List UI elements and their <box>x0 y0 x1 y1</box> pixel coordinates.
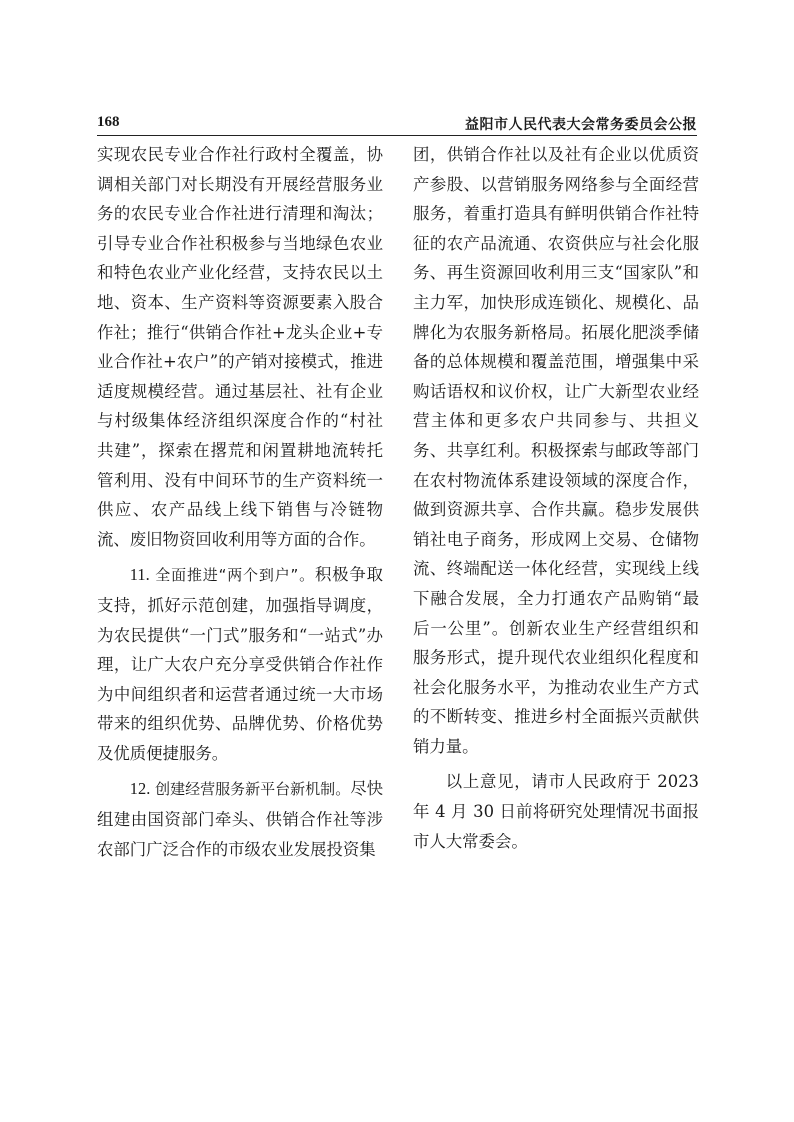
left-column <box>97 140 383 864</box>
header-divider <box>97 135 697 136</box>
journal-title: 益阳市人民代表大会常务委员会公报 <box>465 117 697 133</box>
item-11-number: 11. <box>129 565 150 585</box>
item-11-heading: 全面推进“两个到户”。 <box>149 566 315 585</box>
right-column <box>413 140 699 856</box>
left-paragraph-1: 实现农民专业合作社行政村全覆盖，协调相关部门对长期没有开展经营服务业务的农民专业合作社进行清理和淘汰；引导专业合作社积极参与当地绿色农业和特色农业产业化经营，支持农民以土地、资本、生产资料等资源要素入股合作社；推行“供销合作社+龙头企业+专业合作社+农户”的产销对接模式，推进适度规模经营。通过基层社、社有企业与村级集体经济组织深度合作的“村社共建”，探索在撂荒和闲置耕地流转托管利用、没有中间环节的生产资料统一供应、农产品线上线下销售与冷链物流、废旧物资回收利用等方面的合作。 <box>97 145 383 549</box>
item-12-number: 12. <box>129 779 151 799</box>
closing-paragraph: 以上意见，请市人民政府于 2023 年 4 月 30 日前将研究处理情况书面报市人大常委会。 <box>413 772 699 851</box>
item-11-paragraph <box>97 560 383 768</box>
right-paragraph-1: 团，供销合作社以及社有企业以优质资产参股、以营销服务网络参与全面经营服务，着重打造具有鲜明供销合作社特征的农产品流通、农资供应与社会化服务、再生资源回收利用三支“国家队”和主力军，加快形成连锁化、规模化、品牌化为农服务新格局。拓展化肥淡季储备的总体规模和覆盖范围，增强集中采购话语权和议价权，让广大新型农业经营主体和更多农户共同参与、共担义务、共享红利。积极探索与邮政等部门在农村物流体系建设领域的深度合作，做到资源共享、合作共赢。稳步发展供销社电子商务，形成网上交易、仓储物流、终端配送一体化经营，实现线上线下融合发展，全力打通农产品购销“最后一公里”。创新农业生产经营组织和服务形式，提升现代农业组织化程度和社会化服务水平，为推动农业生产方式的不断转变、推进乡村全面振兴贡献供销力量。 <box>413 145 699 756</box>
item-11-body: 积极争取支持，抓好示范创建，加强指导调度，为农民提供“一门式”服务和“一站式”办理，让广大农户充分享受供销合作社作为中间组织者和运营者通过统一大市场带来的组织优势、品牌优势、价格优势及优质便捷服务。 <box>97 565 384 763</box>
page-header <box>97 112 697 134</box>
item-12-heading: 创建经营服务新平台新机制。 <box>150 780 351 799</box>
item-12-body: 尽快组建由国资部门牵头、供销合作社等涉农部门广泛合作的市级农业发展投资集 <box>97 779 383 859</box>
item-12-paragraph <box>97 774 383 864</box>
page-number: 168 <box>97 114 120 130</box>
